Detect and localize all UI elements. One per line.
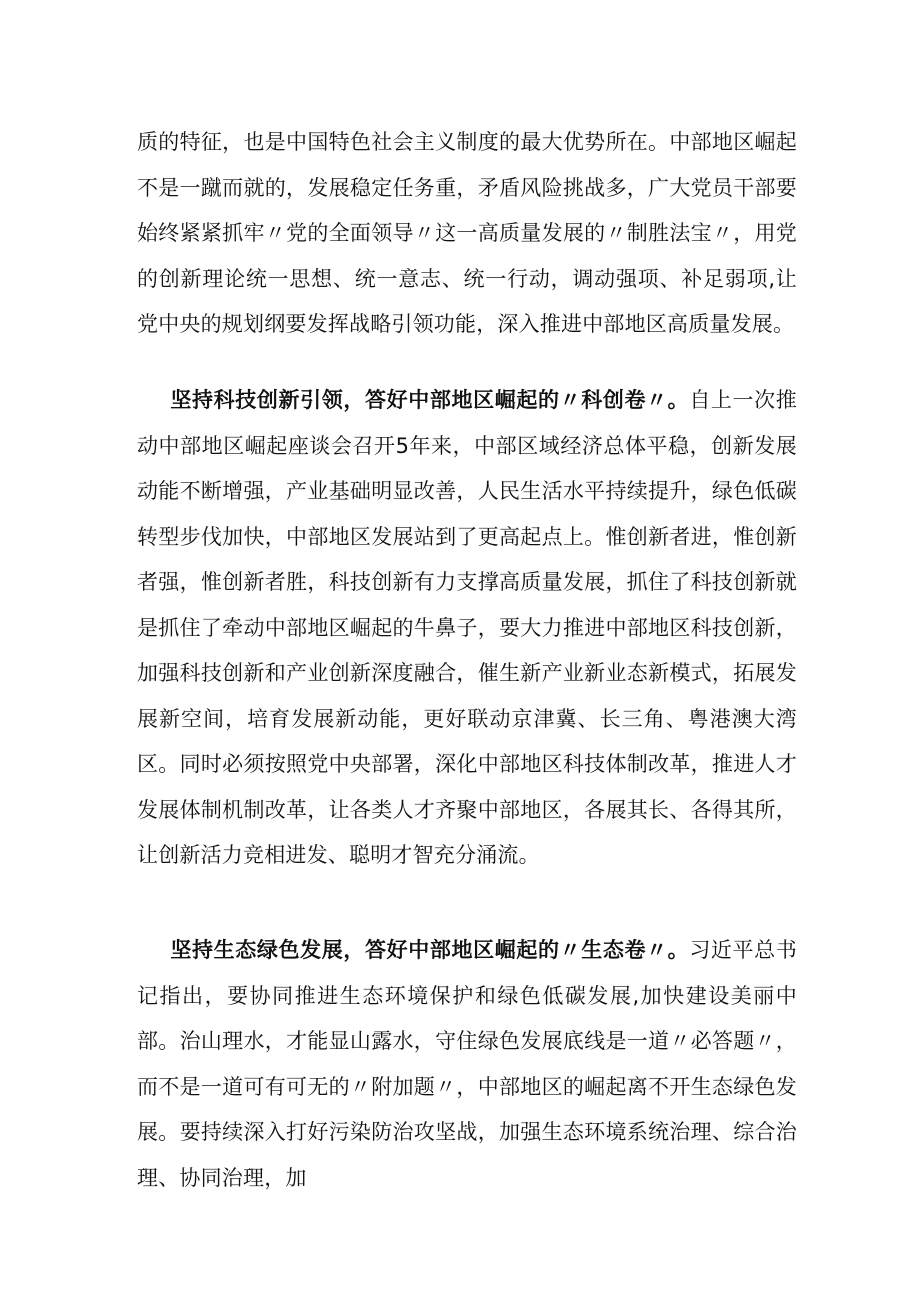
paragraph-lead-heading: 坚持科技创新引领，答好中部地区崛起的〃科创卷〃。 [170, 388, 690, 412]
paragraph-lead-heading: 坚持生态绿色发展，答好中部地区崛起的〃生态卷〃。 [170, 938, 690, 962]
paragraph-body: 质的特征，也是中国特色社会主义制度的最大优势所在。中部地区崛起不是一蹴而就的，发展稳定任务重，矛盾风险挑战多，广大党员干部要始终紧紧抓牢〃党的全面领导〃这一高质量发展的〃制胜法宝〃，用党的创新理论统一思想、统一意志、统一行动，调动强项、补足弱项,让党中央的规划纲要发挥战略引领功能，深入推进中部地区高质量发展。 [137, 130, 797, 336]
paragraph-body: 习近平总书记指出，要协同推进生态环境保护和绿色低碳发展,加快建设美丽中部。治山理水，才能显山露水，守住绿色发展底线是一道〃必答题〃，而不是一道可有可无的〃附加题〃，中部地区的崛起离不开生态绿色发展。要持续深入打好污染防治攻坚战，加强生态环境系统治理、综合治理、协同治理，加 [137, 938, 797, 1190]
paragraph-body: 自上一次推动中部地区崛起座谈会召开5年来，中部区域经济总体平稳，创新发展动能不断增强，产业基础明显改善，人民生活水平持续提升，绿色低碳转型步伐加快，中部地区发展站到了更高起点上。惟创新者进，惟创新者强，惟创新者胜，科技创新有力支撑高质量发展，抓住了科技创新就是抓住了牵动中部地区崛起的牛鼻子，要大力推进中部地区科技创新，加强科技创新和产业创新深度融合，催生新产业新业态新模式，拓展发展新空间，培育发展新动能，更好联动京津冀、长三角、粤港澳大湾区。同时必须按照党中央部署，深化中部地区科技体制改革，推进人才发展体制机制改革，让各类人才齐聚中部地区，各展其长、各得其所，让创新活力竞相进发、聪明才智充分涌流。 [137, 388, 797, 867]
paragraph-innovation [137, 378, 797, 879]
paragraph-ecology [137, 928, 797, 1201]
paragraph-leadership [137, 120, 797, 348]
